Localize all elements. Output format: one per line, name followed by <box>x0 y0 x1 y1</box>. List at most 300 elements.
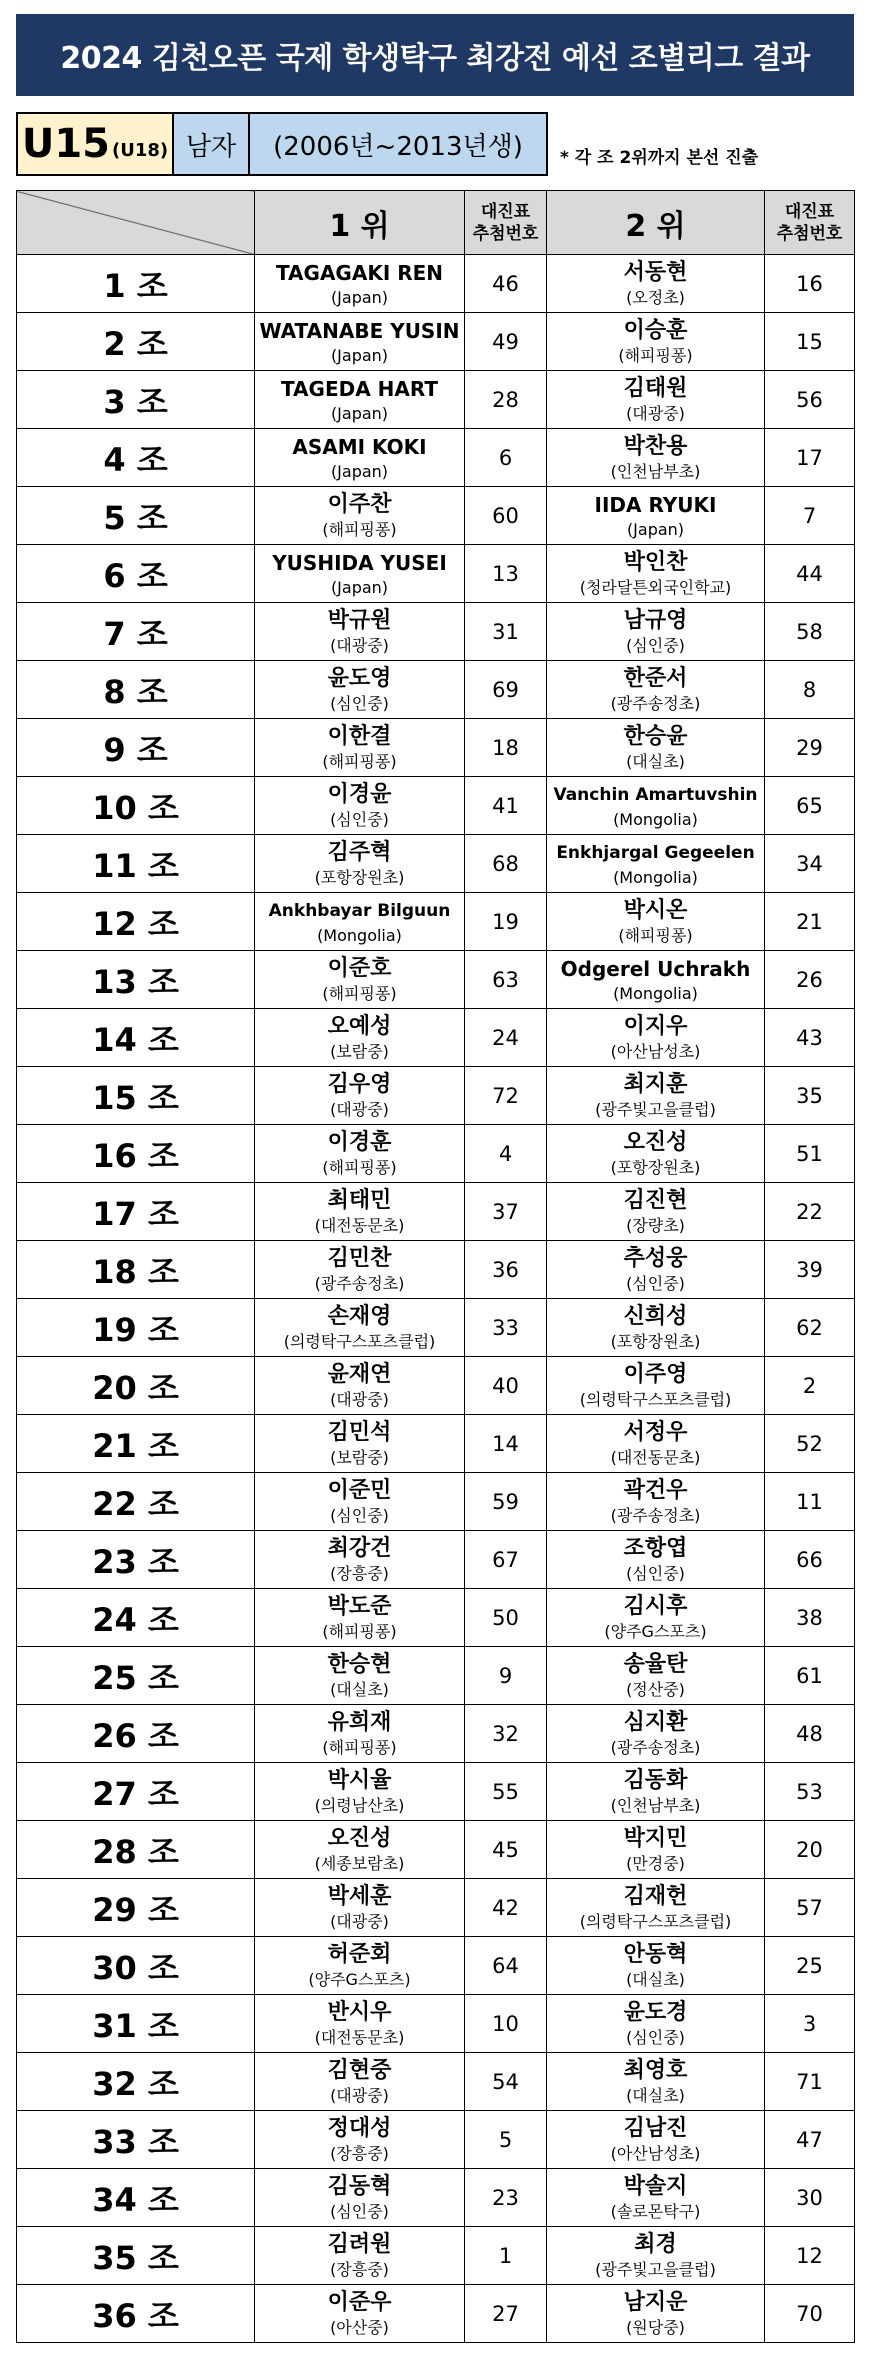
player-name: 오진성 <box>327 1825 392 1851</box>
second-place-player <box>547 951 765 1009</box>
second-place-draw-number: 17 <box>765 429 855 487</box>
player-affiliation: (장량초) <box>626 1215 685 1235</box>
second-place-draw-number: 48 <box>765 1705 855 1763</box>
player-name: Enkhjargal Gegeelen <box>556 842 755 863</box>
player-name: 김남진 <box>623 2115 688 2141</box>
player-name: 이준호 <box>327 955 392 981</box>
second-place-draw-number: 20 <box>765 1821 855 1879</box>
player-name: 유희재 <box>327 1709 392 1735</box>
first-place-draw-number: 33 <box>465 1299 547 1357</box>
player-affiliation: (대실초) <box>626 2085 685 2105</box>
header-draw-line2: 추첨번호 <box>776 223 843 244</box>
group-label: 28 조 <box>17 1821 255 1879</box>
group-label: 29 조 <box>17 1879 255 1937</box>
table-header-row <box>17 191 855 255</box>
player-name: 이한결 <box>327 723 392 749</box>
table-row <box>17 2227 855 2285</box>
group-label: 23 조 <box>17 1531 255 1589</box>
player-affiliation: (의령남산초) <box>314 1795 405 1815</box>
first-place-draw-number: 72 <box>465 1067 547 1125</box>
table-row <box>17 371 855 429</box>
group-label: 33 조 <box>17 2111 255 2169</box>
player-affiliation: (장흥중) <box>330 1563 389 1583</box>
player-affiliation: (심인중) <box>626 635 685 655</box>
second-place-player <box>547 1589 765 1647</box>
table-row <box>17 1705 855 1763</box>
first-place-draw-number: 23 <box>465 2169 547 2227</box>
header-corner <box>17 191 255 255</box>
first-place-player <box>255 1589 465 1647</box>
group-label: 2 조 <box>17 313 255 371</box>
player-affiliation: (해피핑퐁) <box>322 1621 397 1641</box>
second-place-player <box>547 2227 765 2285</box>
first-place-player <box>255 429 465 487</box>
player-affiliation: (Japan) <box>330 577 389 597</box>
second-place-draw-number: 57 <box>765 1879 855 1937</box>
player-name: 최태민 <box>327 1187 392 1213</box>
division-label <box>16 112 174 176</box>
player-name: 이지우 <box>623 1013 688 1039</box>
player-name: 이주영 <box>623 1361 688 1387</box>
second-place-draw-number: 56 <box>765 371 855 429</box>
table-row <box>17 255 855 313</box>
group-label: 36 조 <box>17 2285 255 2343</box>
first-place-player <box>255 487 465 545</box>
second-place-player <box>547 2053 765 2111</box>
first-place-player <box>255 1879 465 1937</box>
player-name: Ankhbayar Bilguun <box>268 900 451 921</box>
first-place-draw-number: 64 <box>465 1937 547 1995</box>
player-affiliation: (솔로몬탁구) <box>610 2201 701 2221</box>
second-place-draw-number: 44 <box>765 545 855 603</box>
first-place-player <box>255 2227 465 2285</box>
group-label: 30 조 <box>17 1937 255 1995</box>
second-place-draw-number: 65 <box>765 777 855 835</box>
group-label: 22 조 <box>17 1473 255 1531</box>
player-affiliation: (대전동문초) <box>314 1215 405 1235</box>
player-affiliation: (심인중) <box>626 1273 685 1293</box>
group-label: 19 조 <box>17 1299 255 1357</box>
player-affiliation: (Japan) <box>626 519 685 539</box>
player-affiliation: (광주송정초) <box>610 693 701 713</box>
player-affiliation: (해피핑퐁) <box>618 345 693 365</box>
player-name: 최지훈 <box>623 1071 688 1097</box>
second-place-draw-number: 7 <box>765 487 855 545</box>
player-affiliation: (심인중) <box>330 809 389 829</box>
second-place-player <box>547 893 765 951</box>
second-place-player <box>547 313 765 371</box>
player-name: 한준서 <box>623 665 688 691</box>
group-label: 5 조 <box>17 487 255 545</box>
player-name: 최강건 <box>327 1535 392 1561</box>
player-affiliation: (청라달튼외국인학교) <box>579 577 732 597</box>
second-place-draw-number: 12 <box>765 2227 855 2285</box>
second-place-player <box>547 2169 765 2227</box>
first-place-player <box>255 1937 465 1995</box>
first-place-draw-number: 60 <box>465 487 547 545</box>
second-place-player <box>547 1821 765 1879</box>
player-affiliation: (심인중) <box>330 1505 389 1525</box>
group-label: 14 조 <box>17 1009 255 1067</box>
player-affiliation: (포항장원초) <box>314 867 405 887</box>
player-name: 김시후 <box>623 1593 688 1619</box>
player-affiliation: (세종보람초) <box>314 1853 405 1873</box>
first-place-player <box>255 1763 465 1821</box>
player-affiliation: (대광중) <box>330 1911 389 1931</box>
player-name: 이승훈 <box>623 317 688 343</box>
group-label: 21 조 <box>17 1415 255 1473</box>
second-place-draw-number: 51 <box>765 1125 855 1183</box>
player-affiliation: (대실초) <box>626 751 685 771</box>
second-place-draw-number: 21 <box>765 893 855 951</box>
player-name: 박인찬 <box>623 549 688 575</box>
group-label: 7 조 <box>17 603 255 661</box>
group-label: 12 조 <box>17 893 255 951</box>
second-place-draw-number: 39 <box>765 1241 855 1299</box>
table-row <box>17 1589 855 1647</box>
player-affiliation: (인천남부초) <box>610 461 701 481</box>
group-label: 18 조 <box>17 1241 255 1299</box>
second-place-player <box>547 1183 765 1241</box>
second-place-draw-number: 22 <box>765 1183 855 1241</box>
first-place-draw-number: 67 <box>465 1531 547 1589</box>
player-affiliation: (해피핑퐁) <box>322 751 397 771</box>
player-affiliation: (대광중) <box>626 403 685 423</box>
table-row <box>17 1357 855 1415</box>
player-name: 신희성 <box>623 1303 688 1329</box>
player-affiliation: (장흥중) <box>330 2259 389 2279</box>
player-name: 김현중 <box>327 2057 392 2083</box>
second-place-player <box>547 1937 765 1995</box>
player-name: 윤재연 <box>327 1361 392 1387</box>
table-row <box>17 777 855 835</box>
second-place-player <box>547 1009 765 1067</box>
table-row <box>17 2169 855 2227</box>
player-name: 허준회 <box>327 1941 392 1967</box>
birth-range-label: (2006년~2013년생) <box>250 112 548 176</box>
second-place-draw-number: 8 <box>765 661 855 719</box>
first-place-draw-number: 9 <box>465 1647 547 1705</box>
first-place-player <box>255 893 465 951</box>
player-name: 최경 <box>634 2231 677 2257</box>
second-place-draw-number: 38 <box>765 1589 855 1647</box>
first-place-draw-number: 68 <box>465 835 547 893</box>
player-affiliation: (포항장원초) <box>610 1157 701 1177</box>
second-place-draw-number: 15 <box>765 313 855 371</box>
second-place-player <box>547 1125 765 1183</box>
player-affiliation: (의령탁구스포츠클럽) <box>283 1331 436 1351</box>
table-row <box>17 487 855 545</box>
player-affiliation: (양주G스포츠) <box>308 1969 411 1989</box>
group-label: 9 조 <box>17 719 255 777</box>
player-name: 한승현 <box>327 1651 392 1677</box>
player-affiliation: (Mongolia) <box>613 983 698 1003</box>
player-affiliation: (Japan) <box>330 287 389 307</box>
first-place-draw-number: 13 <box>465 545 547 603</box>
header-draw-line1: 대진표 <box>784 201 835 222</box>
first-place-draw-number: 55 <box>465 1763 547 1821</box>
first-place-draw-number: 69 <box>465 661 547 719</box>
player-name: 이준우 <box>327 2289 392 2315</box>
player-name: 김민찬 <box>327 1245 392 1271</box>
second-place-player <box>547 1879 765 1937</box>
second-place-player <box>547 429 765 487</box>
second-place-draw-number: 2 <box>765 1357 855 1415</box>
second-place-draw-number: 34 <box>765 835 855 893</box>
player-affiliation: (심인중) <box>626 2027 685 2047</box>
second-place-draw-number: 62 <box>765 1299 855 1357</box>
table-row <box>17 1183 855 1241</box>
player-name: 박시온 <box>623 897 688 923</box>
player-name: 반시우 <box>327 1999 392 2025</box>
player-name: 곽건우 <box>623 1477 688 1503</box>
player-name: 윤도영 <box>327 665 392 691</box>
table-row <box>17 1647 855 1705</box>
player-affiliation: (정산중) <box>626 1679 685 1699</box>
player-name: 오진성 <box>623 1129 688 1155</box>
player-affiliation: (만경중) <box>626 1853 685 1873</box>
player-affiliation: (해피핑퐁) <box>322 983 397 1003</box>
player-affiliation: (해피핑퐁) <box>322 519 397 539</box>
player-affiliation: (심인중) <box>330 693 389 713</box>
advance-note: * 각 조 2위까지 본선 진출 <box>560 148 759 168</box>
table-row <box>17 1125 855 1183</box>
table-row <box>17 1531 855 1589</box>
player-affiliation: (아산중) <box>330 2317 389 2337</box>
table-row <box>17 893 855 951</box>
group-label: 24 조 <box>17 1589 255 1647</box>
second-place-draw-number: 35 <box>765 1067 855 1125</box>
first-place-player <box>255 1183 465 1241</box>
first-place-draw-number: 4 <box>465 1125 547 1183</box>
player-affiliation: (심인중) <box>330 2201 389 2221</box>
second-place-player <box>547 603 765 661</box>
table-row <box>17 1241 855 1299</box>
second-place-player <box>547 1531 765 1589</box>
player-name: 한승윤 <box>623 723 688 749</box>
group-label: 6 조 <box>17 545 255 603</box>
table-row <box>17 1009 855 1067</box>
table-row <box>17 1415 855 1473</box>
results-table <box>16 190 855 2343</box>
division-main: U15 <box>21 121 111 167</box>
first-place-draw-number: 32 <box>465 1705 547 1763</box>
player-name: 김려원 <box>327 2231 392 2257</box>
player-affiliation: (심인중) <box>626 1563 685 1583</box>
second-place-player <box>547 777 765 835</box>
table-row <box>17 1067 855 1125</box>
player-affiliation: (오정초) <box>626 287 685 307</box>
header-draw-line1: 대진표 <box>480 201 531 222</box>
player-name: 박규원 <box>327 607 392 633</box>
second-place-player <box>547 487 765 545</box>
division-sub: (U18) <box>112 139 169 161</box>
player-affiliation: (대실초) <box>330 1679 389 1699</box>
first-place-player <box>255 1125 465 1183</box>
player-affiliation: (Japan) <box>330 403 389 423</box>
player-affiliation: (Mongolia) <box>613 867 698 887</box>
second-place-draw-number: 11 <box>765 1473 855 1531</box>
player-name: 이경훈 <box>327 1129 392 1155</box>
second-place-player <box>547 1357 765 1415</box>
second-place-player <box>547 719 765 777</box>
player-name: 이경윤 <box>327 781 392 807</box>
player-name: 정대성 <box>327 2115 392 2141</box>
player-name: 김주혁 <box>327 839 392 865</box>
table-row <box>17 835 855 893</box>
first-place-player <box>255 1299 465 1357</box>
player-affiliation: (대광중) <box>330 1389 389 1409</box>
table-row <box>17 429 855 487</box>
player-name: 송율탄 <box>623 1651 688 1677</box>
player-name: 박지민 <box>623 1825 688 1851</box>
first-place-player <box>255 2285 465 2343</box>
first-place-player <box>255 1821 465 1879</box>
first-place-draw-number: 14 <box>465 1415 547 1473</box>
first-place-player <box>255 951 465 1009</box>
second-place-draw-number: 61 <box>765 1647 855 1705</box>
first-place-player <box>255 1705 465 1763</box>
first-place-player <box>255 719 465 777</box>
player-name: YUSHIDA YUSEI <box>272 550 447 575</box>
table-row <box>17 2111 855 2169</box>
player-name: 김민석 <box>327 1419 392 1445</box>
second-place-player <box>547 255 765 313</box>
category-bar <box>16 112 548 176</box>
player-affiliation: (Mongolia) <box>613 809 698 829</box>
player-affiliation: (의령탁구스포츠클럽) <box>579 1389 732 1409</box>
group-label: 26 조 <box>17 1705 255 1763</box>
player-name: 남지운 <box>623 2289 688 2315</box>
player-affiliation: (광주빛고을클럽) <box>595 1099 716 1119</box>
first-place-draw-number: 27 <box>465 2285 547 2343</box>
group-label: 4 조 <box>17 429 255 487</box>
second-place-draw-number: 52 <box>765 1415 855 1473</box>
second-place-player <box>547 1299 765 1357</box>
second-place-player <box>547 1415 765 1473</box>
player-name: 안동혁 <box>623 1941 688 1967</box>
second-place-player <box>547 1995 765 2053</box>
player-name: 박도준 <box>327 1593 392 1619</box>
player-name: TAGAGAKI REN <box>275 260 444 285</box>
first-place-draw-number: 5 <box>465 2111 547 2169</box>
player-name: IIDA RYUKI <box>594 492 717 517</box>
page-title: 2024 김천오픈 국제 학생탁구 최강전 예선 조별리그 결과 <box>16 14 854 96</box>
player-name: 손재영 <box>327 1303 392 1329</box>
header-second-place: 2 위 <box>547 191 765 255</box>
group-label: 31 조 <box>17 1995 255 2053</box>
first-place-draw-number: 18 <box>465 719 547 777</box>
second-place-player <box>547 661 765 719</box>
first-place-player <box>255 2111 465 2169</box>
table-row <box>17 1995 855 2053</box>
second-place-player <box>547 1067 765 1125</box>
player-affiliation: (해피핑퐁) <box>322 1157 397 1177</box>
first-place-player <box>255 545 465 603</box>
first-place-player <box>255 1067 465 1125</box>
player-affiliation: (포항장원초) <box>610 1331 701 1351</box>
player-affiliation: (해피핑퐁) <box>322 1737 397 1757</box>
player-affiliation: (광주빛고을클럽) <box>595 2259 716 2279</box>
group-label: 17 조 <box>17 1183 255 1241</box>
player-affiliation: (양주G스포츠) <box>604 1621 707 1641</box>
group-label: 3 조 <box>17 371 255 429</box>
header-draw-number-second <box>765 191 855 255</box>
first-place-draw-number: 63 <box>465 951 547 1009</box>
first-place-draw-number: 41 <box>465 777 547 835</box>
second-place-draw-number: 70 <box>765 2285 855 2343</box>
second-place-player <box>547 1647 765 1705</box>
group-label: 35 조 <box>17 2227 255 2285</box>
table-row <box>17 313 855 371</box>
player-name: 최영호 <box>623 2057 688 2083</box>
second-place-player <box>547 2111 765 2169</box>
player-affiliation: (보람중) <box>330 1041 389 1061</box>
table-row <box>17 1473 855 1531</box>
second-place-player <box>547 1473 765 1531</box>
header-draw-number-first <box>465 191 547 255</box>
header-first-place: 1 위 <box>255 191 465 255</box>
first-place-draw-number: 10 <box>465 1995 547 2053</box>
player-affiliation: (대실초) <box>626 1969 685 1989</box>
player-name: 조항엽 <box>623 1535 688 1561</box>
player-name: ASAMI KOKI <box>292 434 427 459</box>
second-place-draw-number: 47 <box>765 2111 855 2169</box>
player-affiliation: (광주송정초) <box>610 1505 701 1525</box>
table-row <box>17 2285 855 2343</box>
group-label: 15 조 <box>17 1067 255 1125</box>
header-draw-line2: 추첨번호 <box>472 223 539 244</box>
player-affiliation: (아산남성초) <box>610 2143 701 2163</box>
first-place-player <box>255 371 465 429</box>
player-name: 김진현 <box>623 1187 688 1213</box>
first-place-draw-number: 54 <box>465 2053 547 2111</box>
first-place-player <box>255 1473 465 1531</box>
table-row <box>17 951 855 1009</box>
player-affiliation: (대전동문초) <box>314 2027 405 2047</box>
group-label: 34 조 <box>17 2169 255 2227</box>
table-row <box>17 1299 855 1357</box>
player-affiliation: (대광중) <box>330 1099 389 1119</box>
first-place-player <box>255 1357 465 1415</box>
table-row <box>17 603 855 661</box>
player-name: 김동혁 <box>327 2173 392 2199</box>
player-affiliation: (해피핑퐁) <box>618 925 693 945</box>
player-name: 윤도경 <box>623 1999 688 2025</box>
table-row <box>17 545 855 603</box>
first-place-draw-number: 6 <box>465 429 547 487</box>
second-place-draw-number: 71 <box>765 2053 855 2111</box>
second-place-player <box>547 371 765 429</box>
player-affiliation: (장흥중) <box>330 2143 389 2163</box>
player-affiliation: (대광중) <box>330 2085 389 2105</box>
first-place-player <box>255 313 465 371</box>
table-row <box>17 1937 855 1995</box>
player-name: 남규영 <box>623 607 688 633</box>
player-name: 김재헌 <box>623 1883 688 1909</box>
second-place-draw-number: 16 <box>765 255 855 313</box>
second-place-player <box>547 835 765 893</box>
first-place-draw-number: 36 <box>465 1241 547 1299</box>
player-affiliation: (Japan) <box>330 345 389 365</box>
player-name: 박솔지 <box>623 2173 688 2199</box>
player-affiliation: (의령탁구스포츠클럽) <box>579 1911 732 1931</box>
player-affiliation: (보람중) <box>330 1447 389 1467</box>
player-affiliation: (Mongolia) <box>317 925 402 945</box>
player-name: 추성웅 <box>623 1245 688 1271</box>
second-place-draw-number: 29 <box>765 719 855 777</box>
first-place-draw-number: 49 <box>465 313 547 371</box>
